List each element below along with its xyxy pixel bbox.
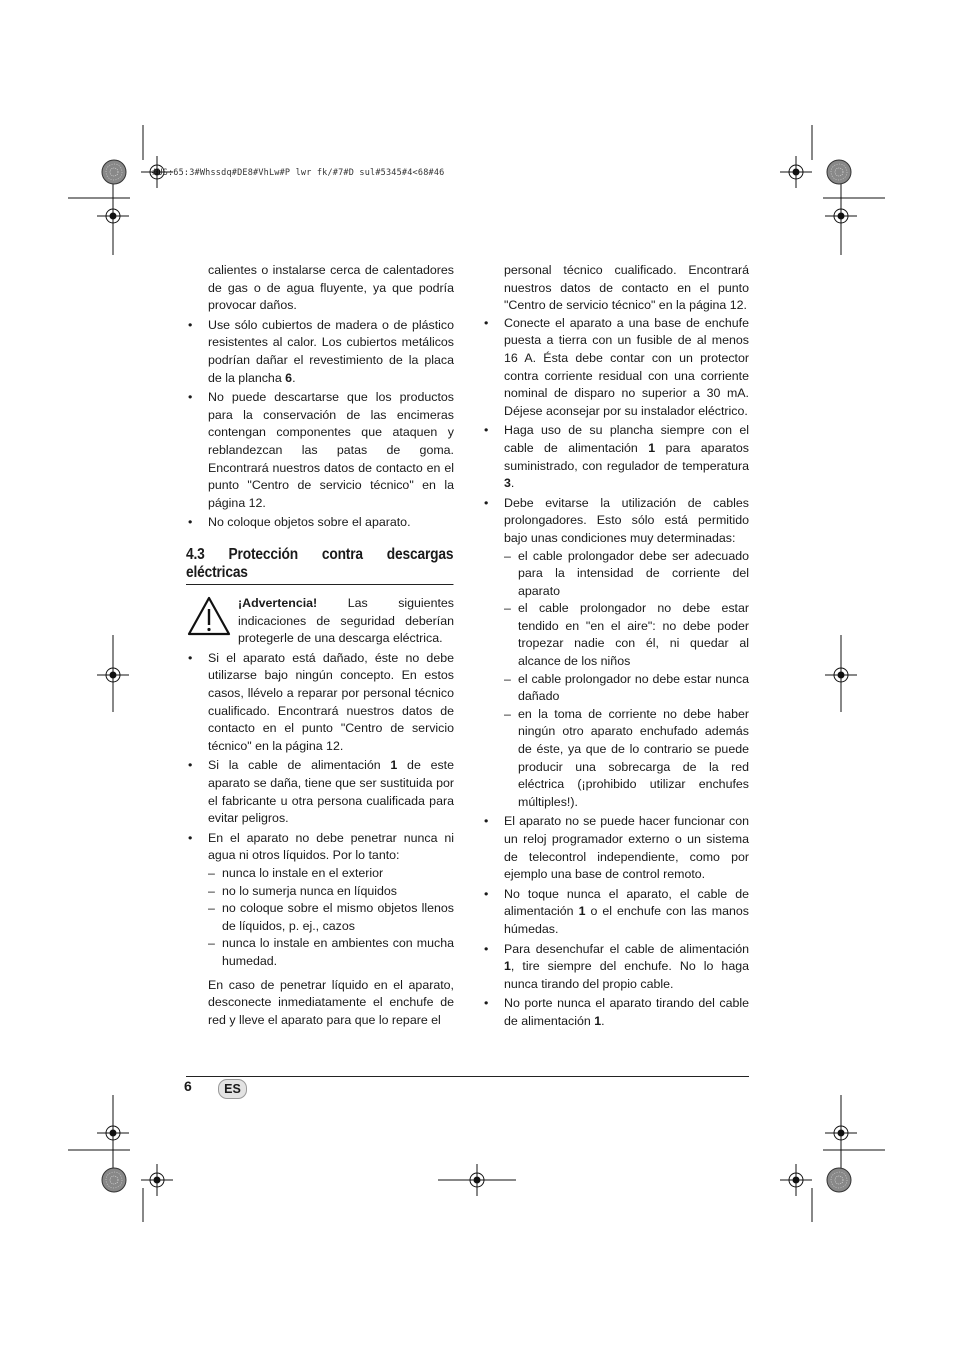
item-ref-number: 1 [578,904,586,919]
item-text-post: de este aparato se daña, tiene que ser sustituida por el fabricante u otra persona cualificada para evitar peligros. [208,758,455,826]
print-header-code: #US:65:3#Whssdq#DE8#VhLw#P lwr fk/#7#D sul#5345#4<68#46 [152,168,445,178]
sub-item: – el cable prolongador debe ser adecuado para la intensidad de corriente del aparato [504,548,749,598]
warning-triangle-icon [186,595,238,648]
sub-item: – el cable prolongador no debe estar tendido en "en el aire": no debe poder tropezar nadie con él, ni quedar al alcance de los niños [504,601,749,669]
list-item [482,941,749,994]
list-item [186,389,454,512]
item-text-pre: Si la cable de alimentación [208,758,391,773]
item-text: En el aparato no debe penetrar nunca ni agua ni otros líquidos. Por lo tanto: [208,830,454,863]
sub-item-text: el cable prolongador debe ser adecuado para la intensidad de corriente del aparato [518,548,749,598]
list-item [482,422,749,492]
list-item [186,514,454,532]
list-item [482,995,749,1030]
item-text-post: . [510,476,515,491]
bullet: • [484,886,489,901]
item-text-post: , tire siempre del enchufe. No lo haga nunca tirando del propio cable. [504,959,749,991]
bullet: • [188,515,193,530]
list-item [186,757,454,827]
list-item [482,495,749,812]
item-text: El aparato no se puede hacer funcionar con un reloj programador externo o un sistema de telecontrol independiente, como por ejemplo una base de control remoto. [504,814,749,882]
sub-item-text: no coloque sobre el mismo objetos llenos de líquidos, p. ej., cazos [222,901,454,933]
item-text-pre: No toque nunca el aparato, el cable de alimentación [504,886,749,919]
bullet: • [484,495,489,510]
bullet: • [188,317,193,332]
list-item [186,317,454,387]
sub-item-text: en la toma de corriente no debe haber ningún otro aparato enchufado además de éste, ya que de lo contrario se puede producir una sobrecarga de la red eléctrica (¡prohibido utilizar enchufes múltiples!). [518,706,749,809]
sub-item: – no coloque sobre el mismo objetos llenos de líquidos, p. ej., cazos [208,901,454,933]
list-item [186,650,454,756]
item-text: No puede descartarse que los productos para la conservación de las encimeras contengan componentes que ataquen y reblandezcan las patas de goma. Encontrará nuestros datos de contacto en el punto "Centro de servicio técnico" en la página 12. [208,390,454,510]
item-text: Si el aparato está dañado, éste no debe utilizarse bajo ningún concepto. En estos casos, llévelo a reparar por personal técnico cualificado. Encontrará nuestros datos de contacto en el punto "Centro de servicio técnico" en la página 12. [208,650,454,753]
item-text-post: . [601,1013,605,1028]
sub-item-text: no lo sumerja nunca en líquidos [222,883,397,898]
sub-item-text: nunca lo instale en el exterior [222,866,384,880]
item-text-mid: para aparatos suministrado, con regulador de temperatura [504,440,750,473]
bullet: • [484,315,489,330]
list-item [186,830,454,971]
bullet: • [484,423,489,438]
bullet: • [188,390,193,405]
section-title: 4.3 Protección contra descargas eléctricas [186,546,453,585]
item-ref-number: 1 [390,758,398,773]
bullet: • [188,758,193,773]
warning-text: Las siguientes indicaciones de seguridad deberían protegerle de una descarga eléctrica. [238,596,454,646]
bullet: • [484,814,489,829]
list-item [482,886,749,939]
item-ref-number: 1 [504,959,511,974]
footer-rule [186,1076,749,1077]
sub-item: – nunca lo instale en el exterior [208,866,384,880]
warning-label: ¡Advertencia! [238,596,318,611]
left-paragraph: En caso de penetrar líquido en el aparato, desconecte inmediatamente el enchufe de red y lleve el aparato para que lo repare el [208,977,454,1027]
item-text-pre: Para desenchufar el cable de alimentación [504,941,749,956]
right-intro: personal técnico cualificado. Encontrará nuestros datos de contacto en el punto "Centro de servicio técnico" en la página 12. [504,263,749,313]
page-number: 6 [184,1078,192,1094]
sub-item: – en la toma de corriente no debe haber ningún otro aparato enchufado además de éste, ya que de lo contrario se puede producir una sobrecarga de la red eléctrica (¡prohibido utilizar enchufes múltiples!). [504,706,749,809]
item-text: Debe evitarse la utilización de cables prolongadores. Esto sólo está permitido bajo unas condiciones muy determinadas: [504,495,749,545]
item-text-pre: Haga uso de su plancha siempre con el cable de alimentación [504,423,749,455]
language-badge: ES [218,1079,247,1099]
item-text: No coloque objetos sobre el aparato. [208,515,411,530]
item-text-pre: Use sólo cubiertos de madera o de plástico resistentes al calor. Los cubiertos metálicos podrían dañar el revestimiento de la placa de la plancha [208,317,454,385]
item-ref-number: 1 [648,440,656,455]
bullet: • [484,996,489,1011]
warning-block [186,595,454,648]
item-text-post: o el enchufe con las manos húmedas. [504,904,749,936]
left-column [186,262,454,1029]
left-intro: calientes o instalarse cerca de calentadores de gas o de agua fluyente, ya que podría provocar daños. [208,263,454,313]
item-text-pre: No porte nunca el aparato tirando del cable de alimentación [504,996,749,1028]
sub-item: – el cable prolongador no debe estar nunca dañado [504,671,749,704]
item-ref-number: 3 [504,476,511,491]
item-ref-number: 6 [285,370,293,385]
sub-item-text: el cable prolongador no debe estar nunca dañado [518,671,749,704]
bullet: • [188,830,193,845]
sub-item-text: nunca lo instale en ambientes con mucha humedad. [222,936,454,968]
sub-item: – no lo sumerja nunca en líquidos [208,883,397,898]
bullet: • [484,941,489,956]
sub-item: – nunca lo instale en ambientes con mucha humedad. [208,936,454,968]
right-column [482,262,749,1033]
sub-item-text: el cable prolongador no debe estar tendido en "en el aire": no debe poder tropezar nadie con él, ni quedar al alcance de los niños [518,601,749,669]
item-text: Conecte el aparato a una base de enchufe puesta a tierra con un fusible de al menos 16 A. Ésta debe contar con un protector contra corriente residual con una corriente nominal de disparo no superior a 30 mA. Déjese aconsejar por su instalador eléctrico. [504,315,749,418]
bullet: • [188,650,193,665]
item-ref-number: 1 [594,1013,602,1028]
list-item [482,813,749,883]
list-item [482,315,749,421]
item-text-post: . [292,370,296,385]
